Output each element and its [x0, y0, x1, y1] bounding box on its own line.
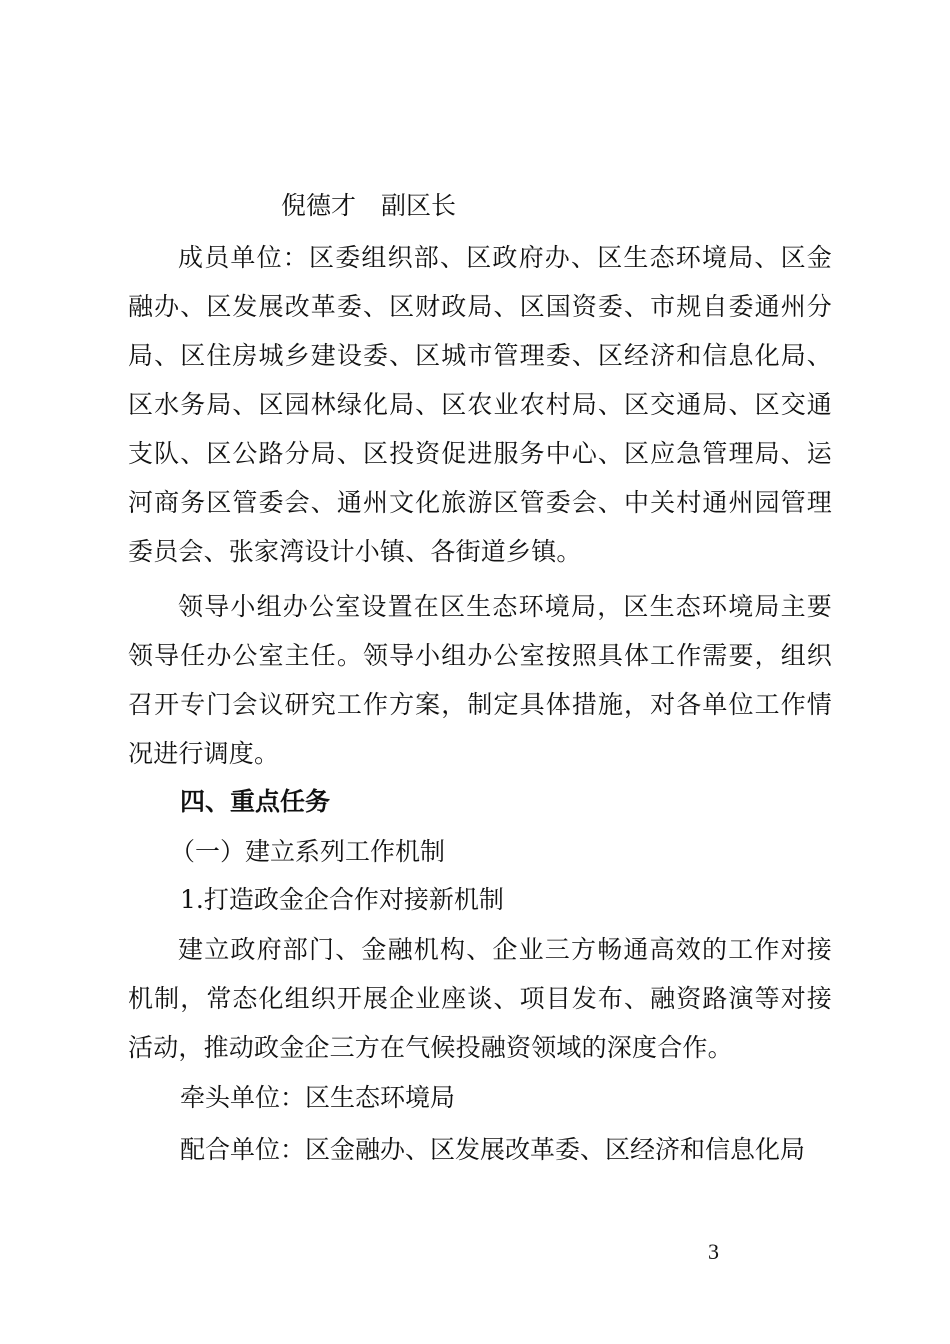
office-block [128, 582, 832, 778]
member-units-paragraph: 成员单位：区委组织部、区政府办、区生态环境局、区金融办、区发展改革委、区财政局、区国资委、市规自委通州分局、区住房城乡建设委、区城市管理委、区经济和信息化局、区水务局、区园林绿化局、区农业农村局、区交通局、区交通支队、区公路分局、区投资促进服务中心、区应急管理局、运河商务区管委会、通州文化旅游区管委会、中关村通州园管理委员会、张家湾设计小镇、各街道乡镇。 [128, 243, 832, 566]
leader-line: 倪德才 副区长 [281, 191, 457, 220]
cooperating-units: 配合单位：区金融办、区发展改革委、区经济和信息化局 [180, 1135, 806, 1164]
item-paragraph: 建立政府部门、金融机构、企业三方畅通高效的工作对接机制，常态化组织开展企业座谈、项目发布、融资路演等对接活动，推动政金企三方在气候投融资领域的深度合作。 [128, 935, 832, 1062]
item-heading: 1.打造政金企合作对接新机制 [180, 885, 504, 914]
section-heading: 四、重点任务 [180, 787, 331, 816]
member-units-block [128, 233, 832, 576]
subsection-heading: （一）建立系列工作机制 [170, 837, 446, 866]
page-number: 3 [708, 1239, 719, 1264]
office-paragraph: 领导小组办公室设置在区生态环境局，区生态环境局主要领导任办公室主任。领导小组办公室按照具体工作需要，组织召开专门会议研究工作方案，制定具体措施，对各单位工作情况进行调度。 [128, 592, 832, 768]
lead-unit: 牵头单位：区生态环境局 [180, 1083, 456, 1112]
item-block [128, 925, 832, 1072]
